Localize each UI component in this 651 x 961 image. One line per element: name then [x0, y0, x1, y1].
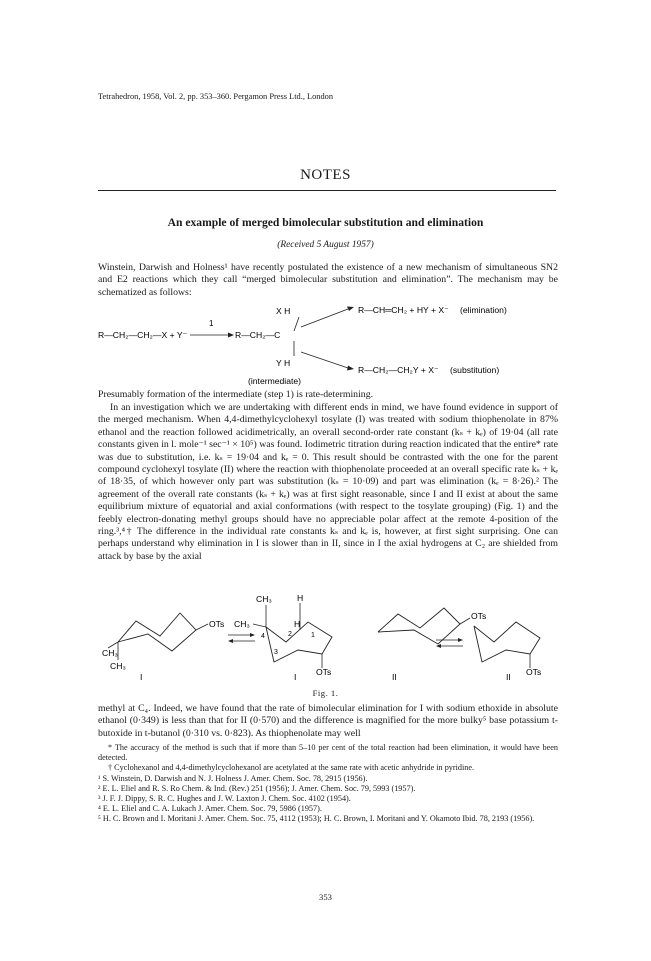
fig-num-2: 2 [288, 631, 292, 638]
figure-caption: Fig. 1. [312, 688, 339, 698]
journal-header: Tetrahedron, 1958, Vol. 2, pp. 353–360. Pergamon Press Ltd., London [98, 92, 334, 101]
substitution-label: (substitution) [450, 365, 500, 375]
reaction-scheme [98, 300, 568, 386]
fig-num-4: 4 [261, 633, 265, 640]
scheme-bottom-yh: Y H [276, 358, 291, 368]
scheme-intermediate: R—CH₂—C [235, 330, 281, 340]
paragraph-1: Presumably formation of the intermediate (step 1) is rate-determining. [98, 389, 374, 400]
fig-ots-bottom: OTs [316, 667, 332, 677]
fig-label-II-a: II [392, 672, 397, 682]
fig-ch3-top: CH₃ [256, 594, 272, 604]
scheme-top-xh: X H [276, 306, 291, 316]
chair-II-equatorial [378, 608, 460, 644]
reference-5: ⁵ H. C. Brown and I. Moritani J. Amer. Chem. Soc. 75, 4112 (1953); H. C. Brown, I. Moritani and Y. Okamoto Ibid. 78, 2193 (1956). [98, 814, 535, 824]
fig-ots-right-bottom: OTs [526, 667, 542, 677]
fig-label-I-a: I [140, 672, 143, 682]
footnote-asterisk: * The accuracy of the method is such that if more than 5–10 per cent of the total reaction had been elimination, it would have been detected. [98, 743, 558, 763]
intro-paragraph: Winstein, Darwish and Holness¹ have recently postulated the existence of a new mechanism of simultaneous SN2 and E2 reactions which they call “merged bimolecular substitution and elimination”. The mechanism may be schematized as follows: [98, 262, 558, 298]
fig-label-I-b: I [294, 672, 297, 682]
paragraph-3: methyl at C₄. Indeed, we have found that the rate of bimolecular elimination for I with sodium ethoxide in absolute ethanol (0·349) is less than that for II (0·570) and the difference is magnified for the more bulky⁵ base potassium t-butoxide in t-butanol (0·310 vs. 0·823). As thiophenolate may well [98, 703, 558, 739]
fig-label-II-b: II [506, 672, 511, 682]
scheme-reactants: R—CH₂—CH₂—X + Y⁻ [98, 330, 188, 340]
received-date: (Received 5 August 1957) [277, 240, 374, 250]
reference-1: ¹ S. Winstein, D. Darwish and N. J. Holness J. Amer. Chem. Soc. 78, 2915 (1956). [98, 773, 368, 783]
substitution-products: R—CH₂—CH₂Y + X⁻ [358, 365, 439, 375]
fig-h-top: H [297, 593, 304, 603]
fig-ch3-bottom: CH₃ [110, 661, 126, 671]
substitution-arrow [301, 352, 348, 368]
fig-ots-right: OTs [471, 611, 487, 621]
fig-ch3-mid: CH₃ [234, 619, 250, 629]
section-title: NOTES [300, 167, 351, 183]
intermediate-label: (intermediate) [248, 376, 302, 386]
elimination-products: R—CH═CH₂ + HY + X⁻ [358, 305, 449, 315]
title-rule [98, 190, 556, 191]
fig-ch3-left: CH₃ [102, 648, 118, 658]
fig-num-1: 1 [311, 632, 315, 639]
footnotes [98, 743, 558, 825]
fig-h-mid: H [294, 619, 301, 629]
paragraph-2: In an investigation which we are undertaking with different ends in mind, we have found evidence in support of the merged mechanism. When 4,4-dimethylcyclohexyl tosylate (I) was treated with sodium thiophenolate in 87% ethanol and the reaction followed acidimetrically, an overall second-order rate constant (kₛ + kₑ) of 19·04 (all rate constants given in l. mole⁻¹ sec⁻¹ × 10⁵) was found. Iodimetric titration during reaction indicated that the entire* rate was due to substitution, i.e. kₛ = 19·04 and kₑ = 0. This result should be contrasted with the one for the parent compound cyclohexyl tosylate (II) where the reaction with thiophenolate proceeded at an overall specific rate kₛ + kₑ of 18·35, of which however only part was substitution (kₛ = 10·09) and part was elimination (kₑ = 8·26).² The agreement of the overall rate constants (kₛ + kₑ) was at first sight reasonable, since I and II exist at about the same equilibrium mixture of equatorial and axial conformations (with respect to the tosylate grouping) (Fig. 1) and the feebly electron-donating methyl groups should have no appreciable polar affect at the remote 4-position of the ring.³,⁴† The difference in the individual rate constants kₛ and kₑ is, however, at first sight surprising. One can perhaps understand why elimination in I is slower than in II, since in I the axial hydrogens at C₂ are shielded from attack by base by the axial [98, 402, 558, 562]
fig-ots-left: OTs [209, 619, 225, 629]
chair-I-equatorial [118, 613, 196, 651]
page-number: 353 [319, 892, 332, 902]
elimination-label: (elimination) [460, 305, 507, 315]
scheme-step-label: 1 [209, 319, 214, 328]
reference-4: ⁴ E. L. Eliel and C. A. Lukach J. Amer. Chem. Soc. 79, 5986 (1957). [98, 804, 322, 814]
reference-3: ³ J. F. J. Dippy, S. R. C. Hughes and J. W. Laxton J. Chem. Soc. 4102 (1954). [98, 794, 351, 804]
article-title: An example of merged bimolecular substitution and elimination [167, 216, 484, 229]
footnote-dagger: † Cyclohexanol and 4,4-dimethylcyclohexanol are acetylated at the same rate with acetic anhydride in pyridine. [108, 763, 475, 773]
elimination-arrow [301, 309, 348, 327]
figure-1 [98, 592, 568, 684]
fig-num-3: 3 [274, 649, 278, 656]
reference-2: ² E. L. Eliel and R. S. Ro Chem. & Ind. (Rev.) 251 (1956); J. Amer. Chem. Soc. 79, 5993 (1957). [98, 783, 416, 793]
